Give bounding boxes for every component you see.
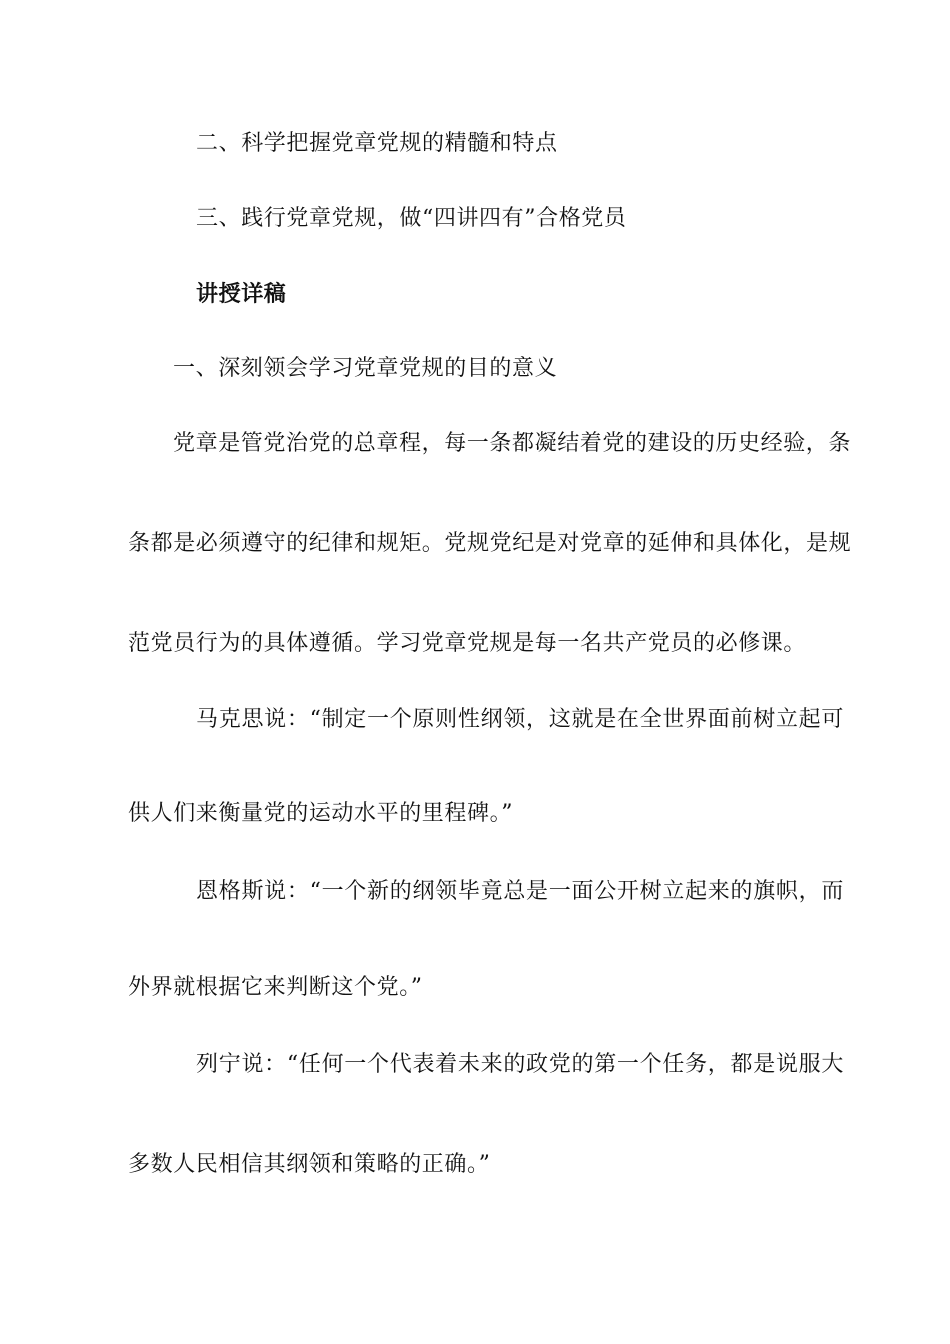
paragraph-4-line-1: 列宁说：“任何一个代表着未来的政党的第一个任务，都是说服大 (196, 1052, 844, 1077)
outline-item-2: 二、科学把握党章党规的精髓和特点 (196, 131, 558, 156)
outline-item-3: 三、践行党章党规，做“四讲四有”合格党员 (196, 206, 627, 231)
paragraph-4-line-2: 多数人民相信其纲领和策略的正确。” (128, 1152, 491, 1177)
paragraph-3-line-2: 外界就根据它来判断这个党。” (128, 975, 423, 1000)
lecture-heading: 讲授详稿 (196, 281, 287, 307)
paragraph-3-line-1: 恩格斯说：“一个新的纲领毕竟总是一面公开树立起来的旗帜，而 (196, 879, 844, 904)
paragraph-1-line-3: 范党员行为的具体遵循。学习党章党规是每一名共产党员的必修课。 (128, 631, 807, 656)
section-1-title: 一、深刻领会学习党章党规的目的意义 (173, 356, 558, 381)
paragraph-2-line-1: 马克思说：“制定一个原则性纲领，这就是在全世界面前树立起可 (196, 707, 844, 732)
paragraph-1-line-2: 条都是必须遵守的纪律和规矩。党规党纪是对党章的延伸和具体化，是规 (128, 531, 852, 556)
paragraph-2-line-2: 供人们来衡量党的运动水平的里程碑。” (128, 801, 514, 826)
paragraph-1-line-1: 党章是管党治党的总章程，每一条都凝结着党的建设的历史经验，条 (173, 431, 852, 456)
